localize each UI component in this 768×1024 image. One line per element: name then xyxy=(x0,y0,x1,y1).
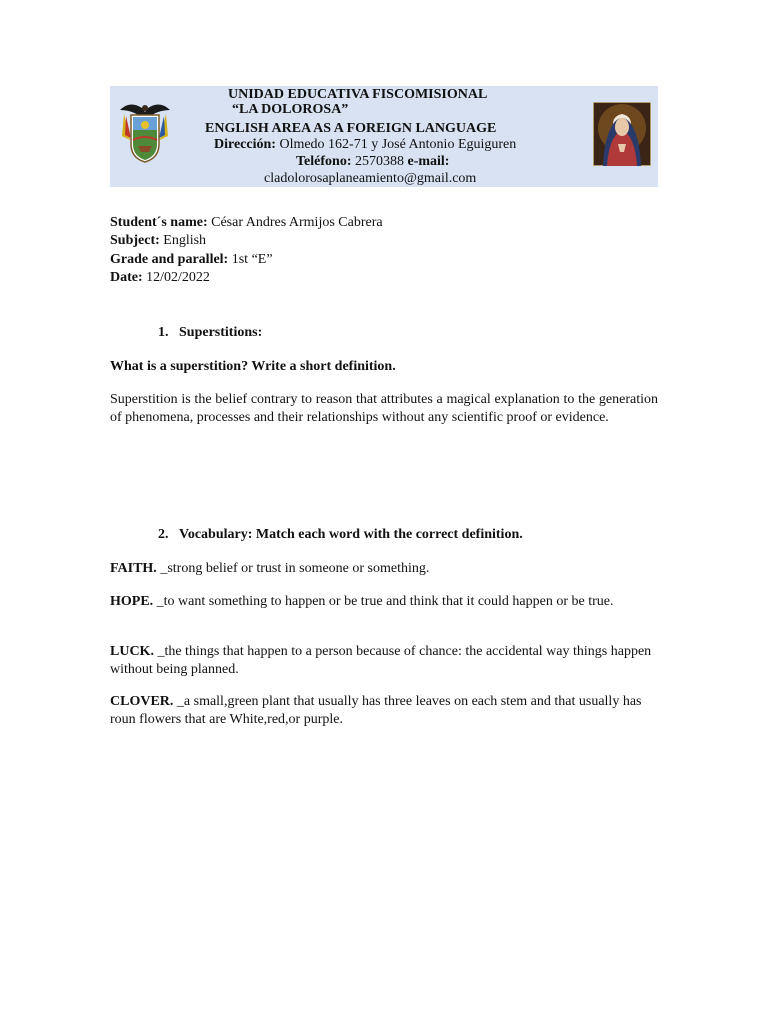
vocab-word: LUCK. xyxy=(110,644,154,659)
school-crest-logo xyxy=(116,100,174,166)
date-value: 12/02/2022 xyxy=(146,270,210,285)
vocab-word: HOPE. xyxy=(110,594,154,609)
student-name-line xyxy=(110,214,383,232)
section1-title: Superstitions: xyxy=(179,325,263,340)
date-line xyxy=(110,269,210,287)
grade-value: 1st “E” xyxy=(231,252,273,267)
section2-heading xyxy=(158,526,523,544)
address-value: Olmedo 162-71 y José Antonio Eguiguren xyxy=(279,137,517,152)
vocab-word: CLOVER. xyxy=(110,694,174,709)
vocab-item-luck xyxy=(110,643,658,678)
section1-answer: Superstition is the belief contrary to reason that attributes a magical explanation to the generation of phenomena, processes and their relationships without any scientific proof or evidence. xyxy=(110,392,658,425)
vocab-definition: _to want something to happen or be true and think that it could happen or be true. xyxy=(153,594,614,609)
subject-line xyxy=(110,232,206,250)
address-line xyxy=(214,136,762,153)
school-name: UNIDAD EDUCATIVA FISCOMISIONAL xyxy=(228,87,488,102)
vocab-word: FAITH. xyxy=(110,561,157,576)
student-name-value: César Andres Armijos Cabrera xyxy=(211,215,383,230)
phone-label: Teléfono: xyxy=(296,154,352,169)
school-subname: “LA DOLOROSA” xyxy=(232,102,349,117)
grade-label: Grade and parallel: xyxy=(110,252,229,267)
phone-value: 2570388 xyxy=(354,154,404,169)
address-label: Dirección: xyxy=(214,137,276,152)
area-title: ENGLISH AREA AS A FOREIGN LANGUAGE xyxy=(205,121,497,136)
email-value: cladolorosaplaneamiento@gmail.com xyxy=(264,171,477,186)
email-label: e-mail: xyxy=(407,154,450,169)
section1-question: What is a superstition? Write a short definition. xyxy=(110,359,396,374)
vocab-item-faith xyxy=(110,560,658,578)
virgin-portrait-image xyxy=(593,102,651,166)
vocab-definition: _a small,green plant that usually has three leaves on each stem and that usually has roun flowers that are White,red,or purple. xyxy=(110,694,642,727)
vocab-definition: _the things that happen to a person because of chance: the accidental way things happen without being planned. xyxy=(110,644,652,677)
section2-number: 2. xyxy=(158,527,169,542)
section1-heading xyxy=(158,324,262,342)
grade-line xyxy=(110,251,273,269)
section2-title: Vocabulary: Match each word with the correct definition. xyxy=(179,527,523,542)
date-label: Date: xyxy=(110,270,143,285)
phone-line xyxy=(296,153,768,170)
subject-value: English xyxy=(163,233,207,248)
section1-number: 1. xyxy=(158,325,169,340)
student-name-label: Student´s name: xyxy=(110,215,208,230)
vocab-item-hope xyxy=(110,593,658,611)
subject-label: Subject: xyxy=(110,233,160,248)
vocab-definition: _strong belief or trust in someone or something. xyxy=(156,561,430,576)
vocab-item-clover xyxy=(110,693,658,728)
school-header xyxy=(110,86,658,187)
